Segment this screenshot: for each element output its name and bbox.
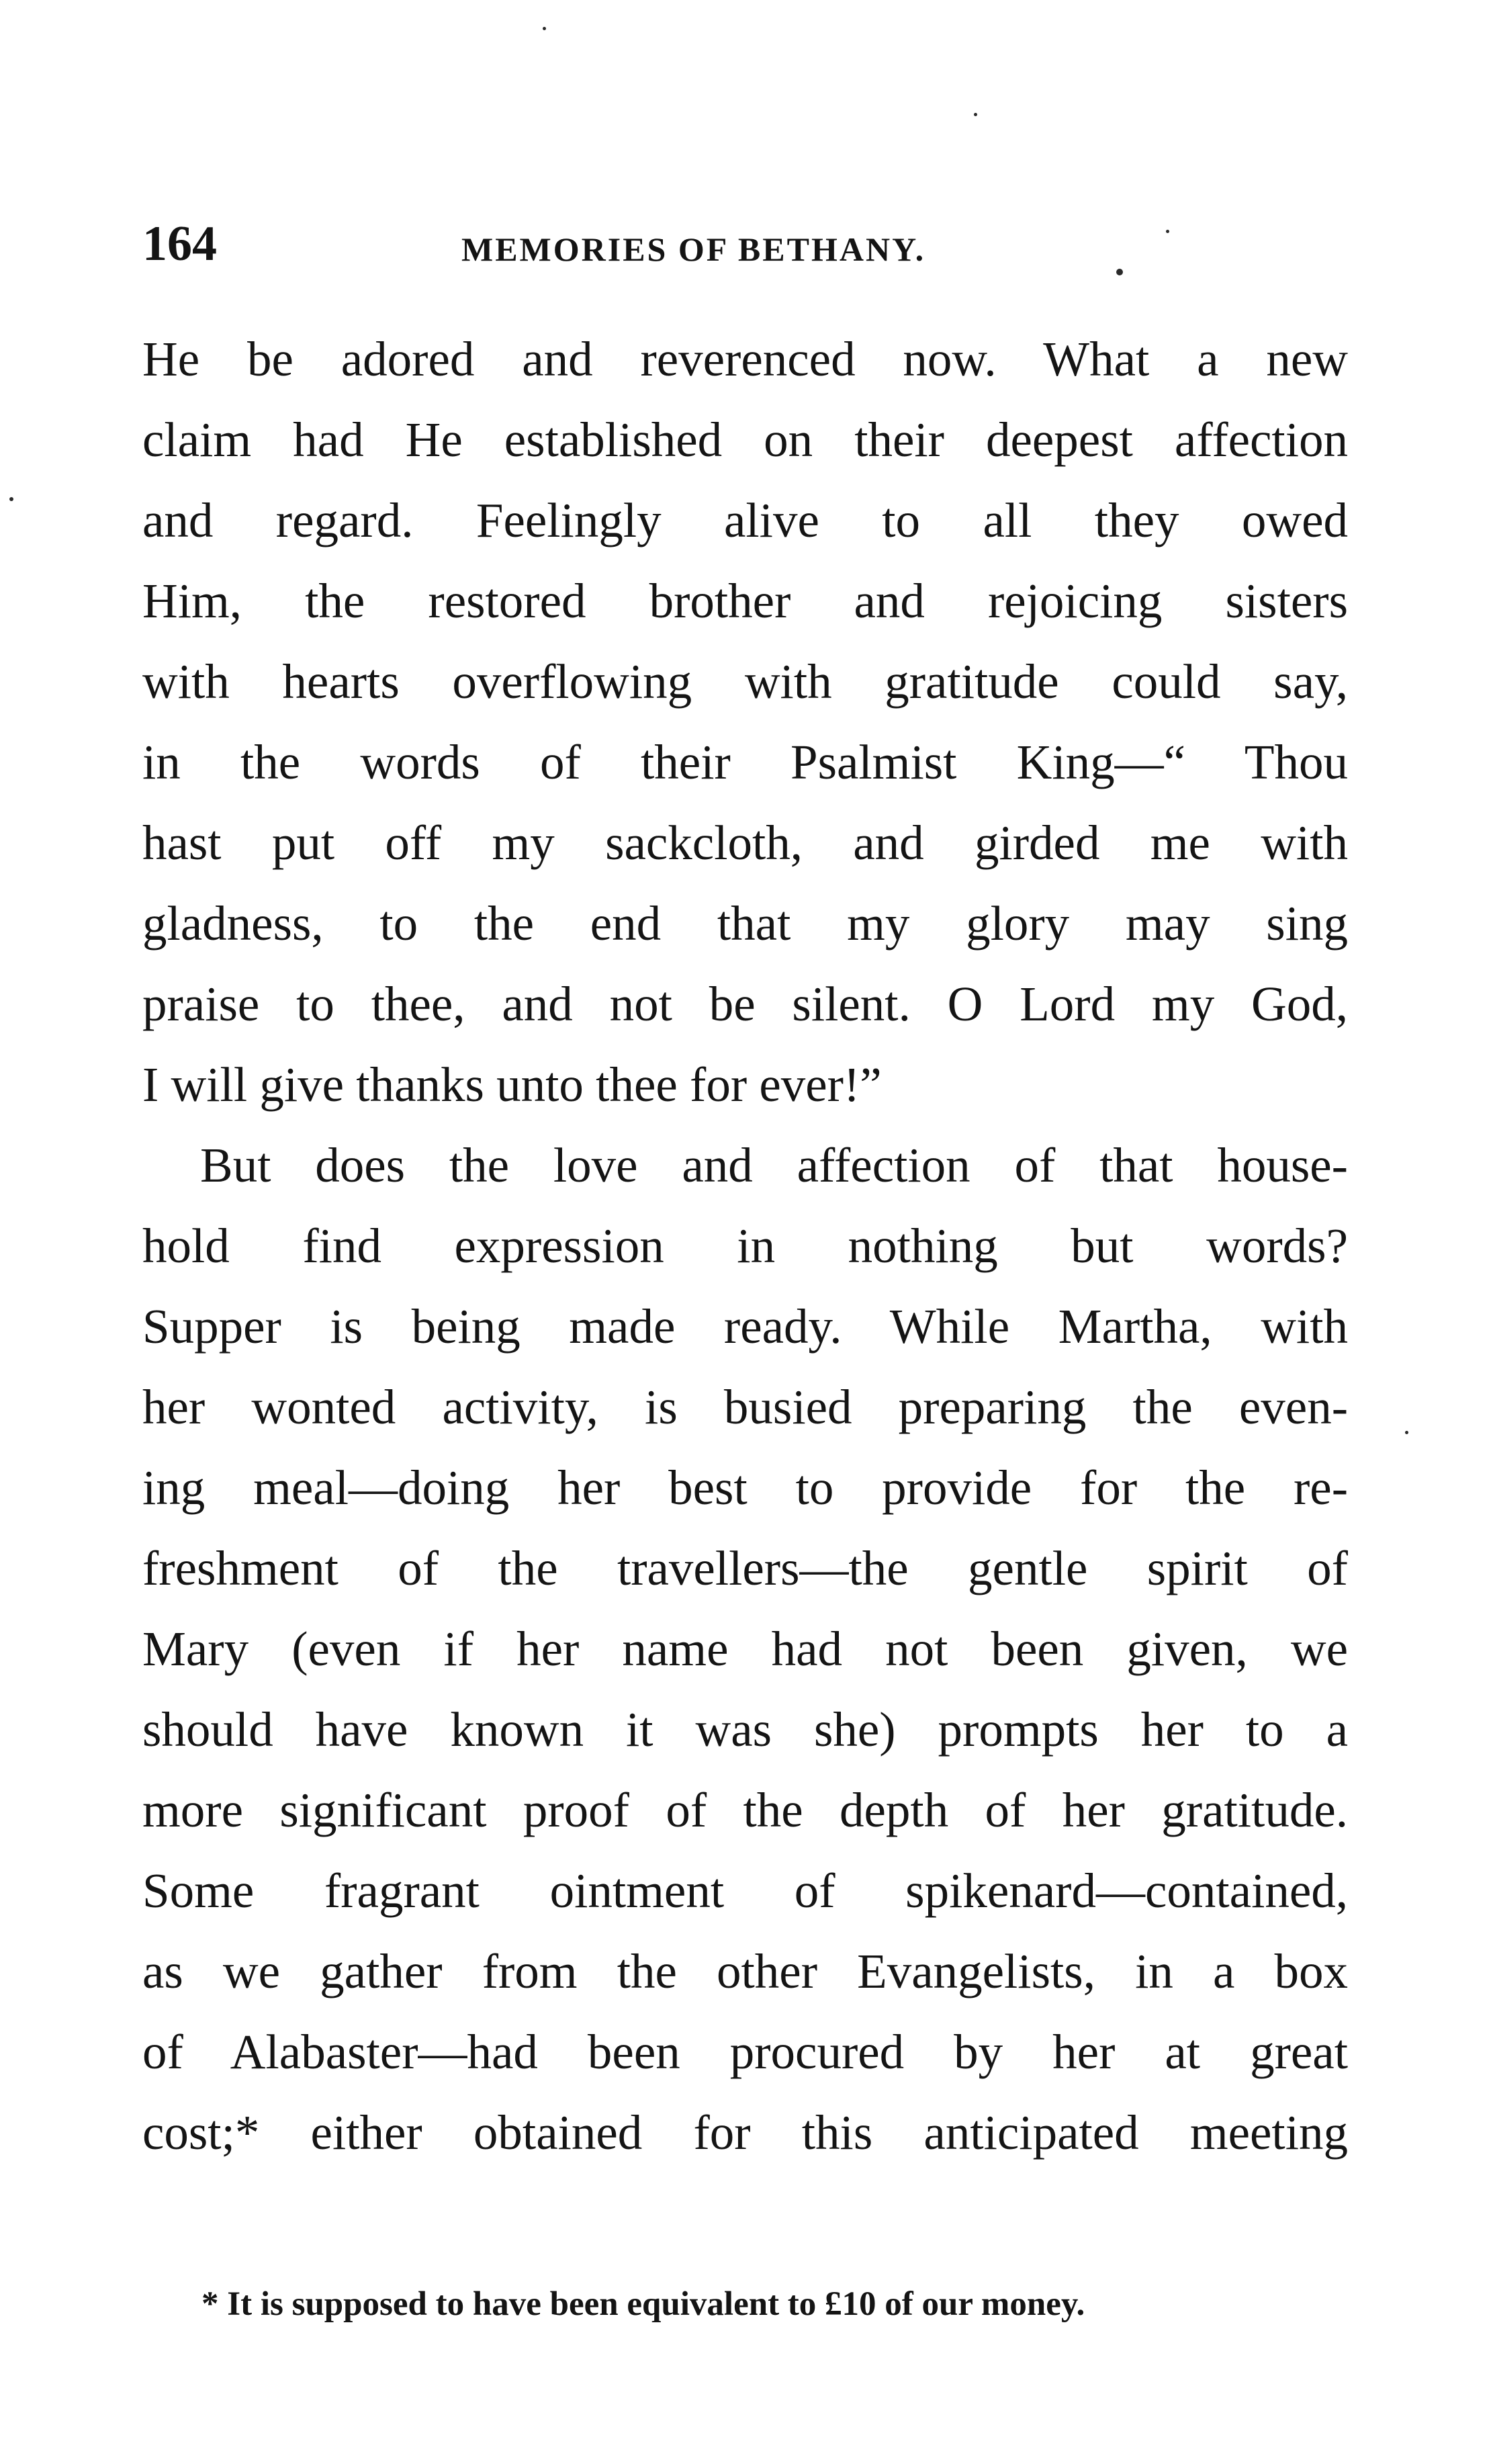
text-line: But does the love and affection of that house- (200, 1138, 1348, 1192)
page-number: 164 (142, 216, 217, 271)
text-line: hast put off my sackcloth, and girded me with (142, 816, 1348, 870)
text-line: gladness, to the end that my glory may sing (142, 896, 1348, 951)
text-line: and regard. Feelingly alive to all they owed (142, 493, 1348, 547)
text-line: Mary (even if her name had not been given, we (142, 1622, 1348, 1676)
print-speck (9, 497, 13, 501)
text-line: praise to thee, and not be silent. O Lord my God, (142, 977, 1348, 1031)
text-line: claim had He established on their deepest affection (142, 412, 1348, 467)
text-line: Some fragrant ointment of spikenard—contained, (142, 1863, 1348, 1918)
text-line: her wonted activity, is busied preparing the even- (142, 1380, 1348, 1434)
print-speck (1405, 1431, 1408, 1434)
text-line: ing meal—doing her best to provide for the re- (142, 1460, 1348, 1515)
paragraph (142, 1125, 1348, 2173)
text-line: hold find expression in nothing but words? (142, 1219, 1348, 1273)
text-line: with hearts overflowing with gratitude could say, (142, 654, 1348, 709)
text-line: of Alabaster—had been procured by her at great (142, 2025, 1348, 2079)
text-line: freshment of the travellers—the gentle spirit of (142, 1541, 1348, 1595)
text-line: Him, the restored brother and rejoicing sisters (142, 574, 1348, 628)
text-line: more significant proof of the depth of her gratitude. (142, 1783, 1348, 1837)
page-header (142, 214, 1351, 274)
running-head: MEMORIES OF BETHANY. (461, 230, 926, 268)
text-line: cost;* either obtained for this anticipated meeting (142, 2105, 1348, 2160)
text-line: I will give thanks unto thee for ever!” (142, 1057, 882, 1112)
text-line: He be adored and reverenced now. What a new (142, 332, 1348, 386)
text-line: Supper is being made ready. While Martha, with (142, 1299, 1348, 1354)
text-line: as we gather from the other Evangelists, in a box (142, 1944, 1348, 1998)
text-line: in the words of their Psalmist King—“ Thou (142, 735, 1348, 789)
print-speck (974, 113, 977, 116)
print-speck (543, 27, 546, 30)
text-line: should have known it was she) prompts her to a (142, 1702, 1348, 1757)
body-text (142, 319, 1348, 2173)
paragraph (142, 319, 1348, 1125)
footnote: * It is supposed to have been equivalent to £10 of our money. (201, 2285, 1085, 2323)
